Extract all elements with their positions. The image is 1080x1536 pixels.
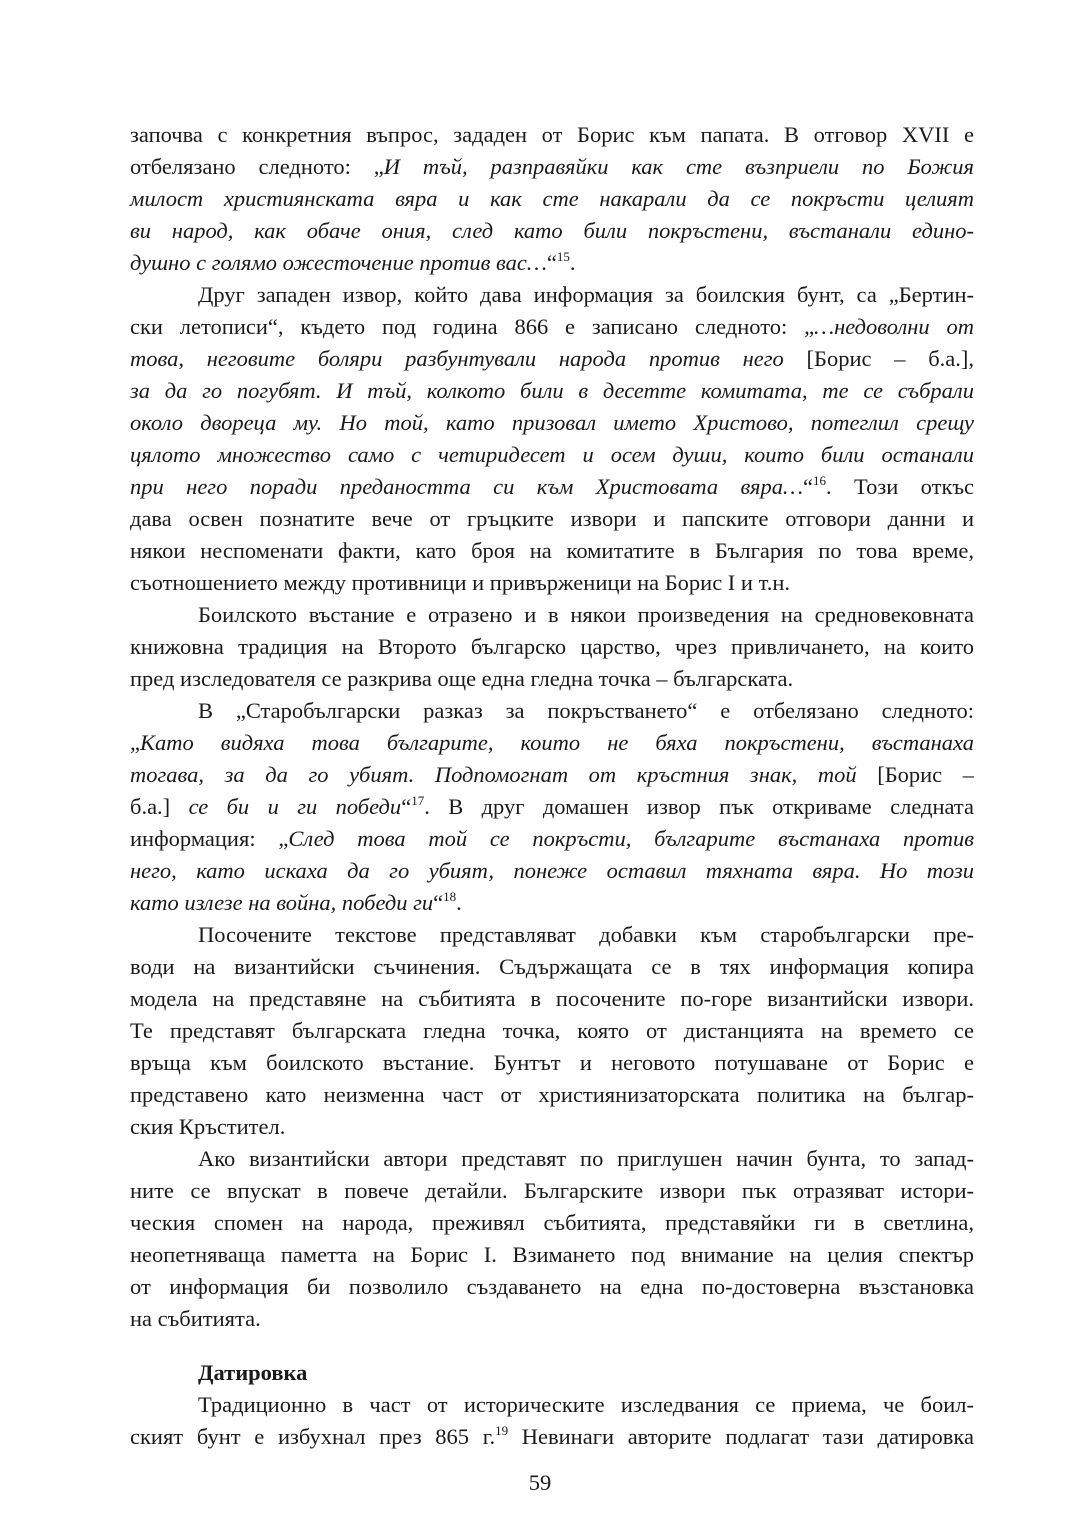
section-heading: Датировка [198,1360,308,1385]
text-line [130,406,974,440]
quote: се би и ги победи [188,794,402,819]
text-line: Посочените текстове представляват добавки към старобългарски пре- [198,922,974,947]
text-line: води на византийски съчинения. Съдържащата се в тях информация копира [130,954,974,979]
text-line: Друг западен извор, който дава информация за боилския бунт, са „Бертин- [198,282,974,307]
text-line: Традиционно в част от историческите изследвания се приема, че боил- [198,1392,974,1417]
quote: И тъй, разправяйки как сте възприели по Божия [383,154,974,179]
text-line [130,374,974,408]
text-line: като излезе на война, победи ги“$^{18}$. [130,889,462,915]
quote: …недоволни от [814,314,974,339]
text-line: Те представят българската гледна точка, която от дистанцията на времето се [130,1018,974,1043]
text-line: при него поради предаността си към Христовата вяра…“$^{16}$. Този откъс [130,473,974,499]
footnote-ref: 16 [812,473,826,488]
text-line: представено като неизменна част от християнизаторската политика на българ- [130,1082,974,1107]
text-line [130,182,974,216]
text-line: ческия спомен на народа, преживял събитията, представяйки ги в светлина, [130,1210,974,1235]
text-line: душно с голямо ожесточение против вас…“$^{15}$. [130,249,576,275]
quote: След това той се покръсти, българите въстанаха против [288,826,974,851]
text-line: някои неспоменати факти, като броя на комитатите в България по това време, [130,538,974,563]
text-line: ския Кръстител. [130,1114,286,1139]
text-line [130,214,974,248]
quote: него, като искаха да го убият, понеже оставил тяхната вяра. Но този [130,858,974,883]
text-line: книжовна традиция на Второто българско царство, чрез привличането, на които [130,634,974,659]
quote: Като видяха това българите, които не бяха покръстени, въстанаха [140,730,974,755]
text-line: неопетняваща паметта на Борис I. Взимането под внимание на целия спектър [130,1242,974,1267]
quote: като излезе на война, победи ги [130,890,434,915]
quote: милост християнската вяра и как сте накарали да се покръсти целият [130,186,974,211]
quote: душно с голямо ожесточение против вас… [130,250,547,275]
text-line: на събитията. [130,1306,261,1331]
text-line: модела на представяне на събитията в посочените по-горе византийски извори. [130,986,974,1011]
text-line [130,854,974,888]
text-line: връща към боилското въстание. Бунтът и неговото потушаване от Борис е [130,1050,974,1075]
quote: ви народ, как обаче ония, след като били покръстени, въстанали едино- [130,218,974,243]
footnote-ref: 18 [443,889,457,904]
text-line: Ако византийски автори представят по приглушен начин бунта, то запад- [198,1146,974,1171]
text-line: започва с конкретния въпрос, зададен от Борис към папата. В отговор XVII е [130,122,974,147]
text-line [130,438,974,472]
quote: тогава, за да го убият. Подпомогнат от кръстния знак, той [130,762,857,787]
text-line: отбелязано следното: „И тъй, разправяйки как сте възприели по Божия [130,154,974,179]
footnote-ref: 15 [556,249,570,264]
page-number: 59 [528,1470,552,1495]
text-line: от информация би позволило създаването на една по-достоверна възстановка [130,1274,974,1299]
text-line: ски летописи“, където под година 866 е записано следното: „…недоволни от [130,314,974,339]
text-line: това, неговите боляри разбунтували народа против него [Борис – б.а.], [130,346,974,371]
text-line: „Като видяха това българите, които не бяха покръстени, въстанаха [130,730,974,755]
text-line: ните се впускат в повече детайли. Българските извори пък отразяват истори- [130,1178,974,1203]
text-line: съотношението между противници и привърженици на Борис I и т.н. [130,570,791,595]
quote: цялото множество само с четиридесет и осем души, които били останали [130,442,974,467]
text-line: тогава, за да го убият. Подпомогнат от кръстния знак, той [Борис – [130,762,974,787]
text-line: Боилското въстание е отразено и в някои произведения на средновековната [198,602,974,627]
quote: при него поради предаността си към Христовата вяра… [130,474,803,499]
text-line: дава освен познатите вече от гръцките извори и папските отговори данни и [130,506,974,531]
footnote-ref: 17 [411,793,425,808]
footnote-ref: 19 [495,1423,509,1438]
quote: около двореца му. Но той, като призовал името Христово, потеглил срещу [130,410,974,435]
text-line: В „Старобългарски разказ за покръстването“ е отбелязано следното: [198,698,974,723]
quote: това, неговите боляри разбунтували народа против него [130,346,784,371]
text-line: б.а.] се би и ги победи“$^{17}$. В друг домашен извор пък откриваме следната [130,793,974,819]
quote: за да го погубят. И тъй, колкото били в десетте комитата, те се събрали [130,378,974,403]
text-line: информация: „След това той се покръсти, българите въстанаха против [130,826,974,851]
text-line: пред изследователя се разкрива още една гледна точка – българската. [130,666,794,691]
text-line: ският бунт е избухнал през 865 г.$^{19}$ Невинаги авторите подлагат тази датировка [130,1423,974,1449]
